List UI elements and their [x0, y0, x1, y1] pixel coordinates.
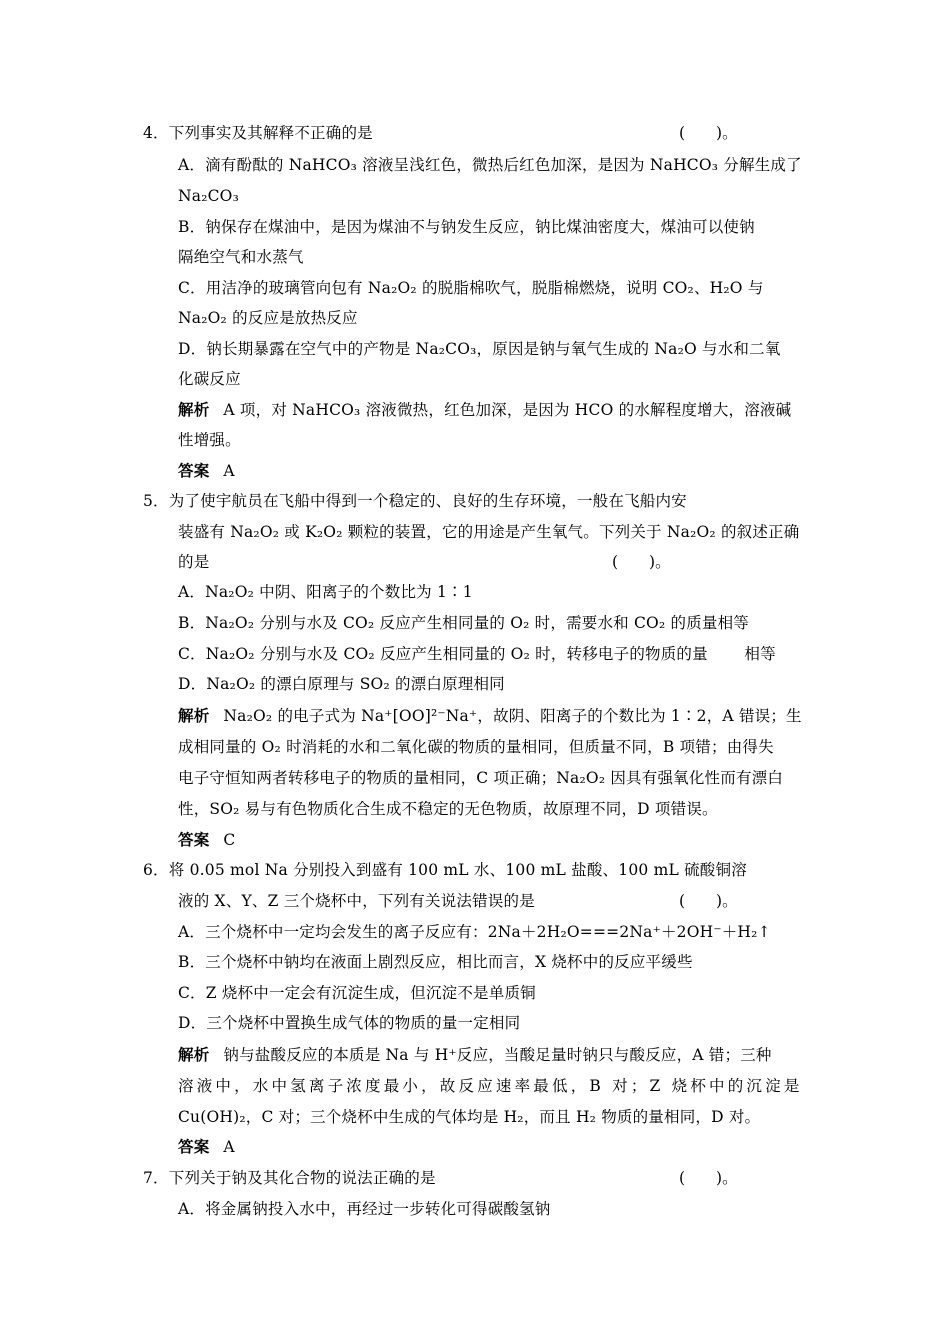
q4-stem: 4．下列事实及其解释不正确的是 — [143, 124, 373, 142]
q6-option-b: B．三个烧杯中钠均在液面上剧烈反应，相比而言，X 烧杯中的反应平缓些 — [178, 953, 693, 971]
q4-paren: ( )。 — [679, 124, 738, 142]
answer-label: 答案 — [178, 830, 210, 849]
q4-option-c-line1: C．用洁净的玻璃管向包有 Na₂O₂ 的脱脂棉吹气，脱脂棉燃烧，说明 CO₂、H₂O 与 — [178, 279, 764, 297]
q4-option-d-line1: D．钠长期暴露在空气中的产物是 Na₂CO₃，原因是钠与氧气生成的 Na₂O 与水和二氧 — [178, 340, 781, 358]
q5-option-d: D．Na₂O₂ 的漂白原理与 SO₂ 的漂白原理相同 — [178, 675, 505, 693]
q6-stem-line2: 液的 X、Y、Z 三个烧杯中，下列有关说法错误的是 — [178, 892, 535, 910]
q5-option-b: B．Na₂O₂ 分别与水及 CO₂ 反应产生相同量的 O₂ 时，需要水和 CO₂ 的质量相等 — [178, 614, 750, 632]
q5-analysis-line3: 电子守恒知两者转移电子的物质的量相同，C 项正确；Na₂O₂ 因具有强氧化性而有漂白 — [178, 769, 784, 787]
q7-stem: 7．下列关于钠及其化合物的说法正确的是 — [143, 1169, 436, 1187]
q6-stem-line1: 6．将 0.05 mol Na 分别投入到盛有 100 mL 水、100 mL 盐酸、100 mL 硫酸铜溶 — [143, 861, 747, 879]
q7-option-a: A．将金属钠投入水中，再经过一步转化可得碳酸氢钠 — [178, 1200, 551, 1218]
q5-analysis-line2: 成相同量的 O₂ 时消耗的水和二氧化碳的物质的量相同，但质量不同，B 项错；由得失 — [178, 738, 774, 756]
q4-option-a-line1: A．滴有酚酞的 NaHCO₃ 溶液呈浅红色，微热后红色加深，是因为 NaHCO₃ 分解生成了 — [178, 156, 802, 174]
q5-answer — [178, 830, 235, 850]
q5-analysis-line4: 性，SO₂ 易与有色物质化合生成不稳定的无色物质，故原理不同，D 项错误。 — [178, 800, 718, 818]
q4-answer — [178, 461, 235, 481]
q5-paren: ( )。 — [612, 553, 671, 571]
q6-analysis-line3: Cu(OH)₂，C 对；三个烧杯中生成的气体均是 H₂，而且 H₂ 物质的量相同，D 对。 — [178, 1108, 761, 1126]
q5-analysis-text: Na₂O₂ 的电子式为 Na⁺[OO]²⁻Na⁺，故阴、阳离子的个数比为 1∶2，A 错误；生 — [223, 707, 802, 725]
q4-answer-value: A — [223, 462, 235, 480]
q4-option-a-line2: Na₂CO₃ — [178, 187, 239, 205]
q5-analysis-line1 — [178, 706, 802, 726]
analysis-label: 解析 — [178, 1045, 210, 1064]
q4-analysis-line1 — [178, 400, 791, 420]
q4-option-b-line1: B．钠保存在煤油中，是因为煤油不与钠发生反应，钠比煤油密度大，煤油可以使钠 — [178, 218, 755, 236]
q5-option-c: C．Na₂O₂ 分别与水及 CO₂ 反应产生相同量的 O₂ 时，转移电子的物质的量 相等 — [178, 645, 776, 663]
q6-answer-value: A — [223, 1138, 235, 1156]
q5-option-a: A．Na₂O₂ 中阴、阳离子的个数比为 1∶1 — [178, 583, 473, 601]
q6-option-a: A．三个烧杯中一定均会发生的离子反应有：2Na＋2H₂O===2Na⁺＋2OH⁻＋H₂↑ — [178, 923, 771, 941]
q6-paren: ( )。 — [679, 892, 738, 910]
q4-option-c-line2: Na₂O₂ 的反应是放热反应 — [178, 309, 358, 327]
q6-analysis-text: 钠与盐酸反应的本质是 Na 与 H⁺反应，当酸足量时钠只与酸反应，A 错；三种 — [223, 1046, 772, 1064]
q5-stem-line2: 装盛有 Na₂O₂ 或 K₂O₂ 颗粒的装置，它的用途是产生氧气。下列关于 Na₂O₂ 的叙述正确 — [178, 523, 800, 541]
q5-answer-value: C — [223, 831, 236, 849]
q4-analysis-line2: 性增强。 — [178, 431, 241, 449]
q4-option-b-line2: 隔绝空气和水蒸气 — [178, 248, 304, 266]
q4-analysis-text: A 项，对 NaHCO₃ 溶液微热，红色加深，是因为 HCO 的水解程度增大，溶液碱 — [223, 401, 792, 419]
q4-option-d-line2: 化碳反应 — [178, 370, 241, 388]
answer-label: 答案 — [178, 461, 210, 480]
answer-label: 答案 — [178, 1137, 210, 1156]
q6-analysis-line1 — [178, 1045, 772, 1065]
q6-analysis-line2: 溶液中，水中氢离子浓度最小，故反应速率最低，B 对；Z 烧杯中的沉淀是 — [178, 1077, 803, 1095]
analysis-label: 解析 — [178, 400, 210, 419]
q5-stem-line3: 的是 — [178, 553, 210, 571]
q6-answer — [178, 1137, 235, 1157]
q6-option-d: D．三个烧杯中置换生成气体的物质的量一定相同 — [178, 1014, 521, 1032]
analysis-label: 解析 — [178, 706, 210, 725]
q6-option-c: C．Z 烧杯中一定会有沉淀生成，但沉淀不是单质铜 — [178, 984, 536, 1002]
q7-paren: ( )。 — [679, 1169, 738, 1187]
q5-stem-line1: 5．为了使宇航员在飞船中得到一个稳定的、良好的生存环境，一般在飞船内安 — [143, 492, 687, 510]
